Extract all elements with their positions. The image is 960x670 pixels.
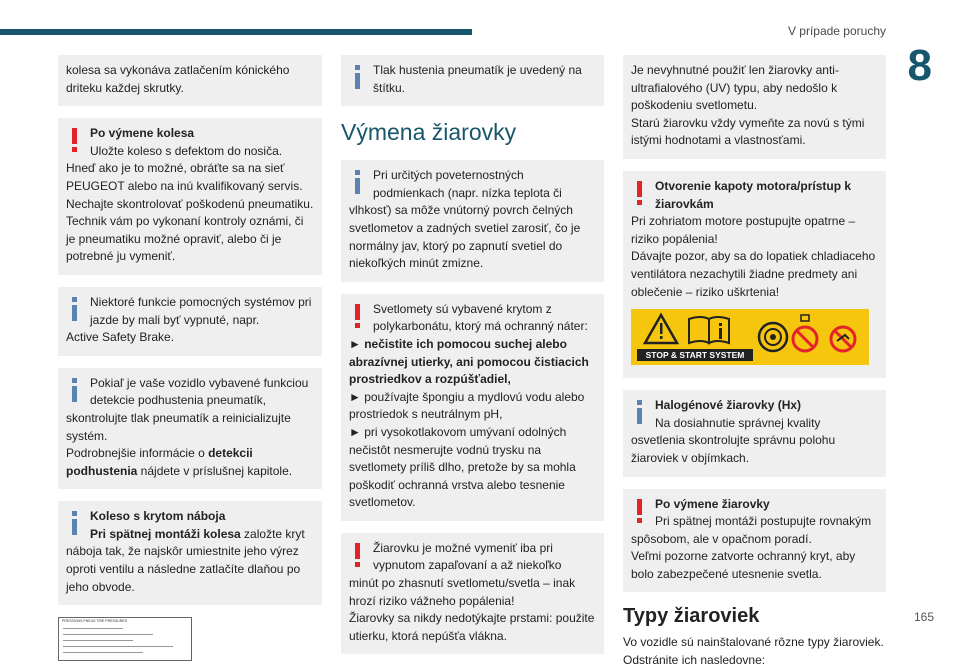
warning-bullet-2: ► používajte špongiu a mydlovú vodu alebo prostriedok s neutrálnym pH, — [349, 389, 585, 422]
info-box-hub-cap — [58, 501, 322, 605]
warning-body-2: Dávajte pozor, aby sa do lopatiek chladiaceho ventilátora nezachytili žiadne predmety ani oblečenie – riziko uškrtenia! — [631, 249, 876, 299]
manual-book-icon — [689, 317, 729, 343]
info-line: Pri spätnej montáži kolesa založte kryt — [90, 526, 305, 541]
bulb-types-paragraph: Vo vozidle sú nainštalované rôzne typy žiaroviek. Odstránite ich nasledovne: — [623, 635, 884, 668]
column-3 — [623, 55, 886, 670]
warning-icon — [634, 499, 646, 523]
warning-icon — [69, 128, 81, 152]
info-box-condensation — [341, 160, 604, 282]
info-body: osvetlenia skontrolujte správnu polohu žiaroviek v objímkach. — [631, 433, 836, 465]
warning-icon — [352, 543, 364, 567]
info-box-tire-pressure — [341, 55, 604, 106]
warning-box-bonnet-opening — [623, 171, 886, 378]
info-box-assist-systems — [58, 287, 322, 356]
tire-label-header: PRESSIONS PNEUS TIRE PRESSURES — [62, 619, 127, 624]
tire-pressure-label-image — [58, 617, 192, 661]
info-icon — [352, 65, 364, 89]
warning-lead: Svetlomety sú vybavené krytom z polykarbonátu, ktorý má ochranný náter: — [373, 301, 588, 334]
warning-lead: Žiarovku je možné vymeniť iba pri vypnutom zapaľovaní a až niekoľko — [373, 540, 562, 573]
info-line: Na dosiahnutie správnej kvality — [655, 415, 821, 430]
warning-title: Po výmene žiarovky — [655, 496, 770, 511]
warning-box-polycarbonate — [341, 294, 604, 521]
section-heading-bulb-replacement: Výmena žiarovky — [341, 119, 517, 146]
warning-body: Pri zohriatom motore postupujte opatrne – riziko popálenia! — [631, 214, 856, 246]
warning-title: Po výmene kolesa — [90, 126, 195, 141]
chapter-number: 8 — [907, 41, 932, 90]
stop-start-sign-text: STOP & START SYSTEM — [637, 349, 753, 361]
warning-body-2: Veľmi pozorne zatvorte ochranný kryt, aby bolo zabezpečené utesnenie svetla. — [631, 549, 856, 581]
info-icon — [352, 170, 364, 194]
warning-box-ignition-off — [341, 533, 604, 655]
info-icon — [634, 400, 646, 424]
info-box-halogen — [623, 390, 886, 476]
warning-bullet-3: ► pri vysokotlakovom umývaní odolných nečistôt nesmerujte vodnú trysku na svetlomety príliš dlho, pretože by sa mohla poškodiť ochranná vrstva alebo tesnenie svetlometov. — [349, 424, 576, 510]
info-icon — [69, 511, 81, 535]
page-number: 165 — [913, 610, 934, 624]
warning-icon — [352, 304, 364, 328]
info-box-underinflation — [58, 368, 322, 490]
info-icon — [69, 378, 81, 402]
info-title: Koleso s krytom náboja — [90, 509, 226, 524]
uv-text: Je nevyhnutné použiť len žiarovky anti-ultrafialového (UV) typu, aby nedošlo k poškodeniu svetlometu. — [631, 63, 839, 113]
warning-body: spôsobom, ale v opačnom poradí. — [631, 531, 812, 546]
warning-icon — [634, 181, 646, 205]
info-body: náboja tak, že najskôr umiestnite jeho výrez oproti ventilu a následne zatlačíte dlaňou po jeho obvode. — [66, 544, 301, 594]
warning-line: Uložte koleso s defektom do nosiča. — [90, 143, 283, 158]
warning-body: Hneď ako je to možné, obráťte sa na sieť PEUGEOT alebo na inú kvalifikovaný servis. Nechajte skontrolovať poškodenú pneumatiku. Technik vám po vykonaní kontroly oznámi, či je pneumatiku možné opraviť, alebo či je potrebné ju vymeniť. — [66, 161, 314, 264]
warning-bullet-1: ► nečistite ich pomocou suchej alebo abrazívnej utierky, ani pomocou čistiacich prostriedkov a rozpúšťadiel, — [349, 336, 589, 387]
intro-box — [58, 55, 322, 106]
warning-box-after-bulb-change — [623, 489, 886, 593]
info-lead: Pokiaľ je vaše vozidlo vybavené funkciou detekcie podhustenia pneumatík, — [90, 375, 309, 408]
info-lead: Niektoré funkcie pomocných systémov pri jazde by mali byť vypnuté, napr. — [90, 294, 312, 327]
column-1 — [58, 55, 322, 661]
engine-warning-sticker-image — [631, 309, 869, 365]
section-title: V prípade poruchy — [787, 24, 886, 38]
uv-bulb-box — [623, 55, 886, 159]
section-heading-bulb-types: Typy žiaroviek — [623, 605, 760, 628]
header-accent-bar — [0, 29, 472, 35]
warning-line: Pri spätnej montáži postupujte rovnakým — [655, 514, 872, 529]
info-icon — [69, 297, 81, 321]
intro-text: kolesa sa vykonáva zatlačením kónického driteku každej skrutky. — [66, 63, 290, 95]
info-title: Halogénové žiarovky (Hx) — [655, 398, 802, 413]
warning-box-after-wheel-change — [58, 118, 322, 275]
warning-title: Otvorenie kapoty motora/prístup k žiarovkám — [655, 178, 852, 211]
warning-body-2: Žiarovky sa nikdy nedotýkajte prstami: použite utierku, ktorá nepúšťa vlákna. — [349, 611, 595, 643]
warning-body: minút po zhasnutí svetlometu/svetla – inak hrozí riziko vážneho popálenia! — [349, 576, 576, 608]
info-body: vlhkosť) sa môže vnútorný povrch čelných svetlometov a zadných svetiel zarosiť, čo je normálny jav, ktorý po zapnutí svetiel do niekoľkých minút zmizne. — [349, 203, 581, 271]
column-2 — [341, 55, 604, 666]
info-lead: Pri určitých poveternostných podmienkach (napr. nízka teplota či — [373, 168, 562, 200]
info-more: Podrobnejšie informácie o detekcii podhustenia nájdete v príslušnej kapitole. — [66, 446, 293, 478]
info-body: skontrolujte tlak pneumatík a reinicializujte systém. — [66, 410, 291, 443]
info-text: Tlak hustenia pneumatík je uvedený na štítku. — [373, 63, 582, 95]
info-body: Active Safety Brake. — [66, 330, 175, 345]
uv-text-2: Starú žiarovku vždy vymeňte za novú s tými istými hodnotami a vlastnosťami. — [631, 115, 865, 148]
